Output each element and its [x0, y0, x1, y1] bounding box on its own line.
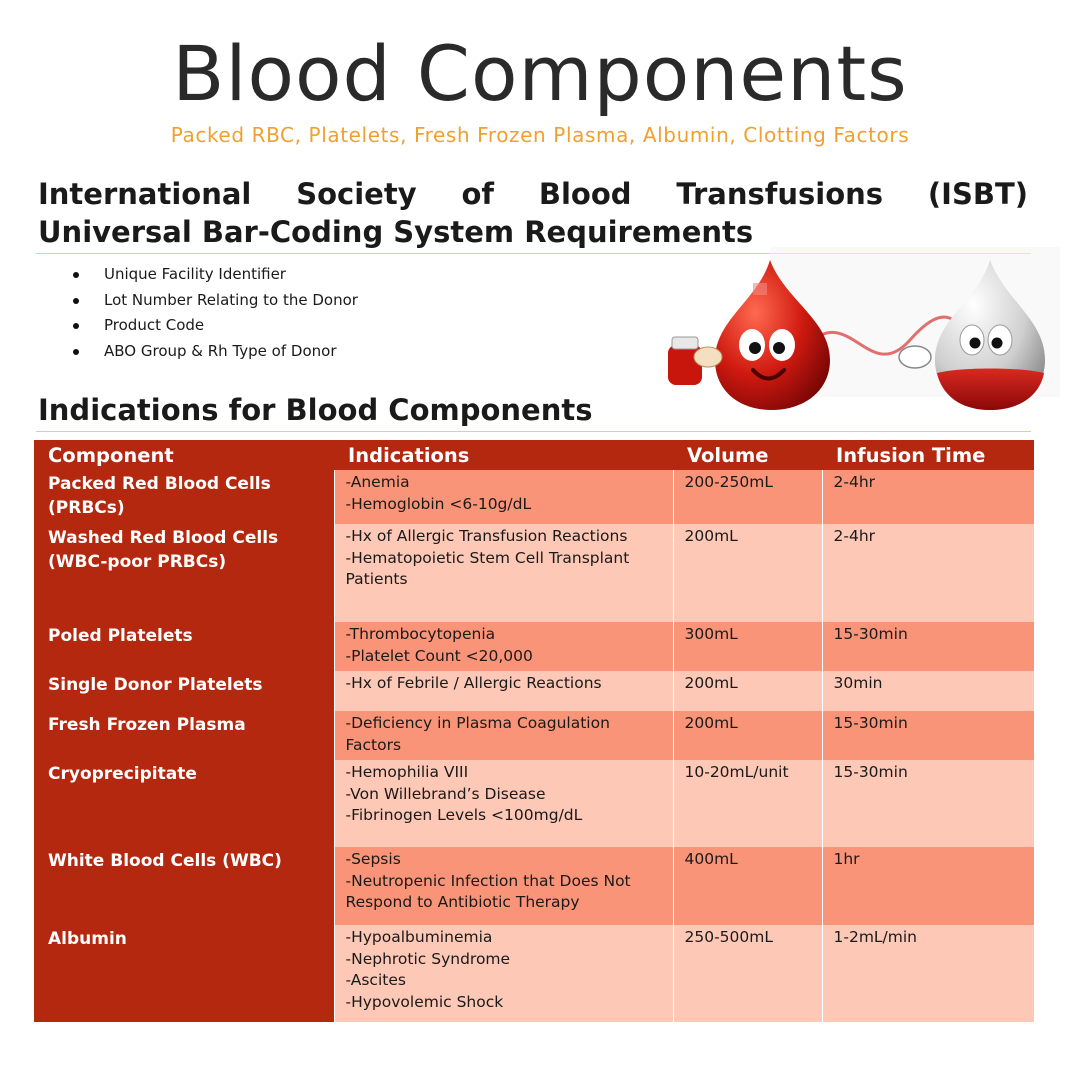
isbt-heading [38, 175, 1028, 251]
indications-cell [334, 760, 673, 847]
table-row [34, 470, 1034, 524]
isbt-requirements-list [68, 262, 358, 365]
component-cell: White Blood Cells (WBC) [34, 847, 334, 925]
volume-cell: 250-500mL [673, 925, 822, 1022]
volume-cell: 200mL [673, 711, 822, 760]
infusion-time-cell: 1hr [822, 847, 1034, 925]
table-row [34, 671, 1034, 711]
infusion-time-cell: 2-4hr [822, 470, 1034, 524]
column-header-indications: Indications [334, 440, 673, 470]
indication-line: -Neutropenic Infection that Does Not Respond to Antibiotic Therapy [345, 871, 631, 911]
volume-cell: 200-250mL [673, 470, 822, 524]
bullet-icon [73, 298, 79, 304]
indication-line: -Thrombocytopenia [345, 625, 496, 643]
blood-bag-icon [668, 337, 722, 385]
bullet-icon [73, 349, 79, 355]
indications-cell [334, 925, 673, 1022]
indications-cell [334, 622, 673, 671]
table-row [34, 622, 1034, 671]
indication-line: -Anemia [345, 473, 410, 491]
page-subtitle: Packed RBC, Platelets, Fresh Frozen Plasma, Albumin, Clotting Factors [170, 123, 910, 147]
indication-line: -Fibrinogen Levels <100mg/dL [345, 806, 583, 824]
isbt-heading-line2: Universal Bar-Coding System Requirements [38, 215, 754, 249]
infusion-time-cell: 30min [822, 671, 1034, 711]
component-cell: Cryoprecipitate [34, 760, 334, 847]
infusion-time-cell: 1-2mL/min [822, 925, 1034, 1022]
indication-line: -Platelet Count <20,000 [345, 646, 533, 665]
component-cell: Washed Red Blood Cells (WBC-poor PRBCs) [34, 524, 334, 622]
indication-line: -Nephrotic Syndrome [345, 949, 511, 968]
indications-cell [334, 524, 673, 622]
component-cell: Single Donor Platelets [34, 671, 334, 711]
table-row [34, 760, 1034, 847]
indication-line: -Hx of Allergic Transfusion Reactions [345, 527, 628, 545]
list-item: Lot Number Relating to the Donor [68, 288, 358, 314]
component-cell: Poled Platelets [34, 622, 334, 671]
page-title: Blood Components [172, 29, 908, 118]
volume-cell: 400mL [673, 847, 822, 925]
indication-line: -Von Willebrand’s Disease [345, 784, 546, 803]
indication-line: -Ascites [345, 971, 406, 989]
indications-table [34, 440, 1034, 1022]
blood-drop-mascots-illustration [660, 245, 1060, 415]
infusion-time-cell: 15-30min [822, 711, 1034, 760]
indication-line: -Hematopoietic Stem Cell Transplant Patients [345, 548, 630, 588]
component-cell: Albumin [34, 925, 334, 1022]
bullet-icon [73, 272, 79, 278]
component-cell: Packed Red Blood Cells (PRBCs) [34, 470, 334, 524]
volume-cell: 200mL [673, 524, 822, 622]
indications-cell [334, 671, 673, 711]
indication-line: -Sepsis [345, 850, 401, 868]
table-row [34, 524, 1034, 622]
volume-cell: 200mL [673, 671, 822, 711]
indications-cell [334, 847, 673, 925]
list-item: Product Code [68, 313, 358, 339]
table-row [34, 711, 1034, 760]
isbt-heading-line1: International Society of Blood Transfusions (ISBT) [38, 177, 1028, 211]
indications-cell [334, 711, 673, 760]
infusion-time-cell: 15-30min [822, 760, 1034, 847]
indication-line: -Hemoglobin <6-10g/dL [345, 494, 532, 513]
component-cell: Fresh Frozen Plasma [34, 711, 334, 760]
column-header-component: Component [34, 440, 334, 470]
volume-cell: 300mL [673, 622, 822, 671]
list-item: Unique Facility Identifier [68, 262, 358, 288]
table-header-row [34, 440, 1034, 470]
infusion-time-cell: 15-30min [822, 622, 1034, 671]
indication-line: -Deficiency in Plasma Coagulation Factors [345, 714, 610, 754]
indication-line: -Hx of Febrile / Allergic Reactions [345, 674, 602, 692]
volume-cell: 10-20mL/unit [673, 760, 822, 847]
indications-heading: Indications for Blood Components [38, 393, 593, 427]
column-header-volume: Volume [673, 440, 822, 470]
section-divider [36, 431, 1031, 432]
bullet-icon [73, 323, 79, 329]
indication-line: -Hypovolemic Shock [345, 992, 504, 1011]
indication-line: -Hypoalbuminemia [345, 928, 493, 946]
list-item: ABO Group & Rh Type of Donor [68, 339, 358, 365]
table-row [34, 925, 1034, 1022]
indications-cell [334, 470, 673, 524]
column-header-infusion-time: Infusion Time [822, 440, 1034, 470]
indication-line: -Hemophilia VIII [345, 763, 469, 781]
infusion-time-cell: 2-4hr [822, 524, 1034, 622]
table-row [34, 847, 1034, 925]
